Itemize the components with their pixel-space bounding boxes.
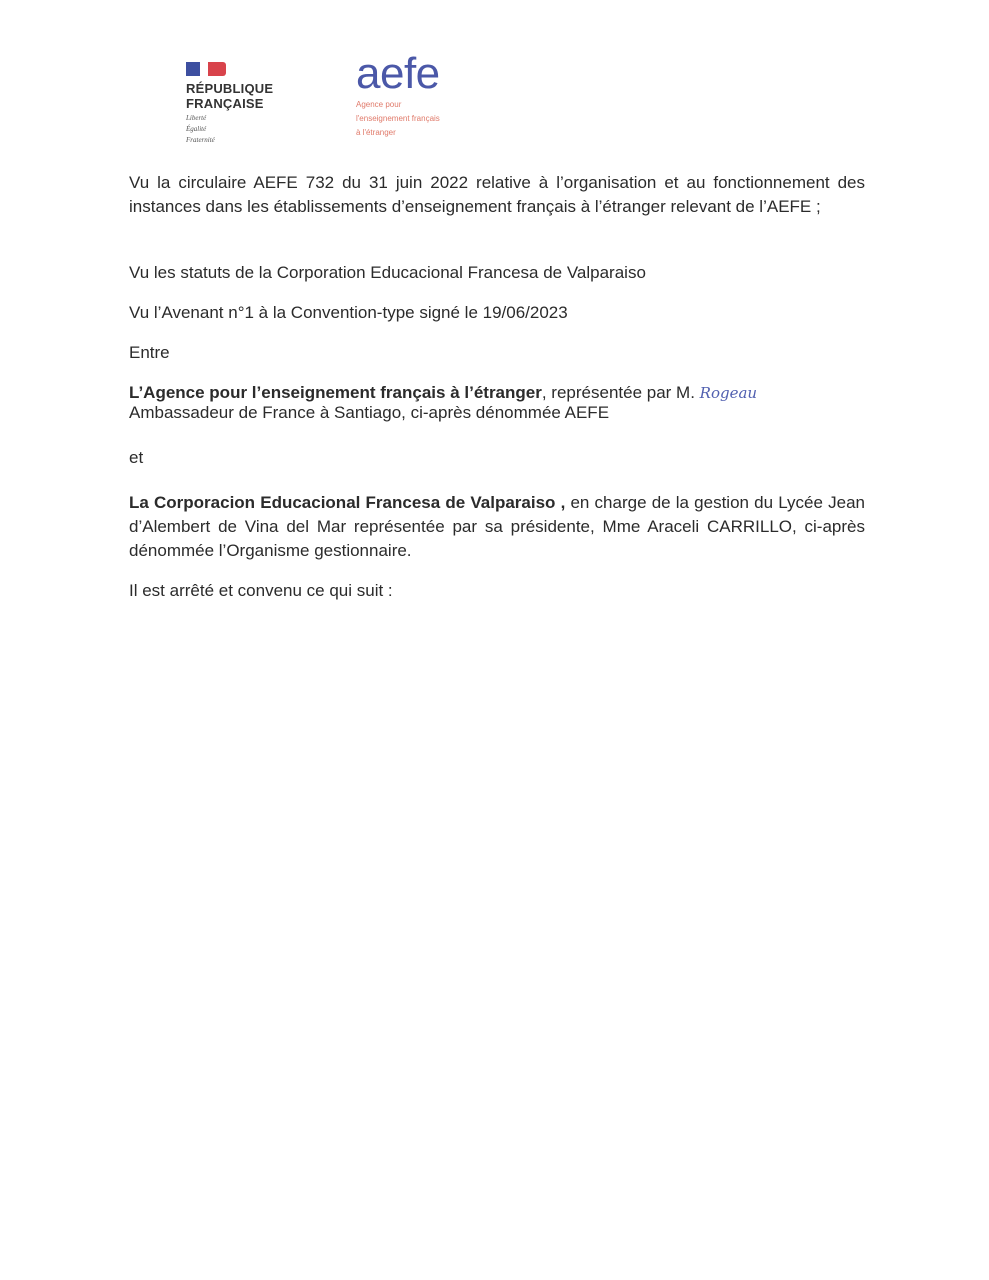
marianne-flag-icon — [186, 62, 226, 76]
paragraph-circulaire: Vu la circulaire AEFE 732 du 31 juin 2022 relative à l’organisation et au fonctionnement des instances dans les établissements d’enseignement français à l’étranger relevant de l’AEFE ; — [129, 173, 865, 216]
paragraph-conclusion: Il est arrêté et convenu ce qui suit : — [129, 581, 393, 600]
paragraph-avenant: Vu l’Avenant n°1 à la Convention-type signé le 19/06/2023 — [129, 303, 568, 322]
republique-line2: FRANÇAISE — [186, 96, 264, 111]
aefe-logo — [356, 49, 496, 142]
republique-line1: RÉPUBLIQUE — [186, 81, 274, 96]
paragraph-agence — [129, 381, 865, 425]
motto-egalite: Égalité — [186, 125, 207, 133]
aefe-tagline-3: à l'étranger — [356, 128, 396, 137]
paragraph-corporacion — [129, 491, 865, 563]
motto-fraternite: Fraternité — [186, 136, 215, 144]
corporacion-name: La Corporacion Educacional Francesa de Valparaiso , — [129, 493, 566, 512]
aefe-wordmark: aefe — [356, 49, 440, 98]
agence-representation: , représentée par M. — [541, 383, 695, 402]
agence-line2: Ambassadeur de France à Santiago, ci-après dénommée AEFE — [129, 403, 610, 422]
paragraph-statuts: Vu les statuts de la Corporation Educacional Francesa de Valparaiso — [129, 263, 646, 282]
republique-francaise-logo — [186, 62, 296, 152]
handwritten-name: Rogeau — [699, 384, 758, 402]
motto-liberte: Liberté — [186, 114, 207, 122]
paragraph-entre: Entre — [129, 343, 170, 362]
aefe-tagline-1: Agence pour — [356, 100, 402, 109]
corporacion-description: en charge de la gestion du Lycée Jean d’Alembert de Vina del Mar représentée par sa présidente, Mme Araceli CARRILLO, ci-après dénommée l’Organisme gestionnaire. — [129, 493, 865, 560]
paragraph-et: et — [129, 448, 144, 467]
agence-name: L’Agence pour l’enseignement français à l’étranger — [129, 383, 542, 402]
aefe-tagline-2: l'enseignement français — [356, 114, 440, 123]
